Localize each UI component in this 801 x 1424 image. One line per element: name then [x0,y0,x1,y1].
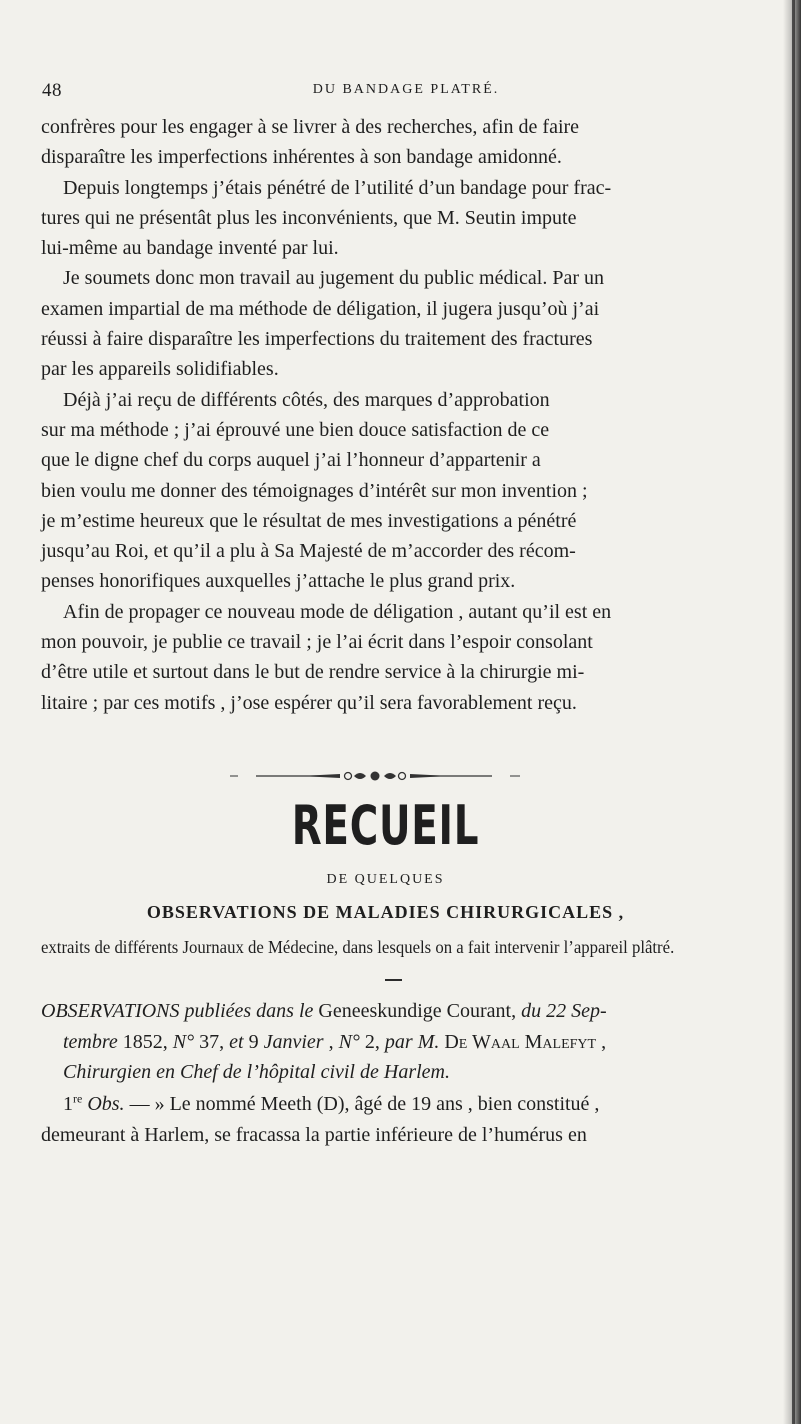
citation-text: par M. [384,1030,440,1053]
citation-text: du 22 Sep- [521,1000,607,1022]
observation-paragraph [41,1089,767,1150]
citation-text: 2, [359,1030,385,1053]
citation-block [41,996,767,1088]
text-line: Afin de propager ce nouveau mode de déligation , autant qu’il est en [63,600,612,623]
text-line: lui-même au bandage inventé par lui. [41,237,339,260]
text-line: par les appareils solidifiables. [41,358,279,381]
page-edge-line [792,0,795,1424]
section-description: extraits de différents Journaux de Médecine, dans lesquels on a fait intervenir l’appareil plâtré. [41,937,675,957]
separator-dash [385,979,402,981]
observation-line [41,1089,767,1120]
citation-text: tembre [63,1030,118,1053]
citation-text: N° [338,1030,360,1053]
section-title: RECUEIL [291,794,480,857]
citation-text: 9 [243,1030,264,1053]
ornament-divider [230,770,520,782]
text-line: sur ma méthode ; j’ai éprouvé une bien douce satisfaction de ce [41,418,550,441]
observation-ordinal: re [73,1091,83,1106]
text-line: Depuis longtemps j’étais pénétré de l’utilité d’un bandage pour frac- [63,176,612,199]
citation-line [41,996,767,1027]
section-subtitle: DE QUELQUES [326,872,445,887]
running-title: DU BANDAGE PLATRÉ. [312,82,500,97]
body-text [41,112,767,718]
text-line: d’être utile et surtout dans le but de rendre service à la chirurgie mi- [41,661,585,684]
text-line: disparaître les imperfections inhérentes à son bandage amidonné. [41,146,562,169]
text-line: bien voulu me donner des témoignages d’intérêt sur mon invention ; [41,479,588,502]
page-header [42,80,770,110]
citation-text: et [229,1030,244,1053]
citation-text: Geneeskundige Courant, [313,1000,522,1022]
text-line: litaire ; par ces motifs , j’ose espérer qu’il sera favorablement reçu. [41,691,577,714]
citation-text: , [323,1030,339,1053]
text-line: penses honorifiques auxquelles j’attache le plus grand prix. [41,570,516,593]
citation-line: Chirurgien en Chef de l’hôpital civil de Harlem. [63,1061,450,1083]
section-heading: OBSERVATIONS DE MALADIES CHIRURGICALES , [146,902,625,922]
citation-text: 1852, [117,1030,173,1053]
citation-text: De Waal Malefyt , [439,1030,607,1053]
citation-text: N° [172,1030,200,1053]
text-line: je m’estime heureux que le résultat de mes investigations a pénétré [41,509,577,532]
text-line: Déjà j’ai reçu de différents côtés, des marques d’approbation [63,388,550,411]
citation-line [41,1027,767,1058]
citation-text: 37, [199,1030,230,1053]
text-line: examen impartial de ma méthode de déligation, il jugera jusqu’où j’ai [41,297,600,320]
page-number: 48 [42,80,62,101]
citation-text: OBSERVATIONS publiées dans le [41,1000,314,1022]
citation-text: Janvier [263,1030,324,1053]
text-line: tures qui ne présentât plus les inconvénients, que M. Seutin impute [41,206,577,229]
observation-line: demeurant à Harlem, se fracassa la partie inférieure de l’humérus en [41,1123,587,1146]
text-line: mon pouvoir, je publie ce travail ; je l’ai écrit dans l’espoir consolant [41,631,593,654]
observation-text: — » Le nommé Meeth (D), âgé de 19 ans , bien constitué , [124,1093,600,1115]
text-line: que le digne chef du corps auquel j’ai l’honneur d’appartenir a [41,449,541,472]
observation-label: Obs. [82,1093,125,1115]
text-line: jusqu’au Roi, et qu’il a plu à Sa Majesté de m’accorder des récom- [41,540,576,563]
text-line: réussi à faire disparaître les imperfections du traitement des fractures [41,328,593,351]
text-line: confrères pour les engager à se livrer à des recherches, afin de faire [41,116,580,138]
observation-number: 1 [63,1093,73,1115]
text-line: Je soumets donc mon travail au jugement du public médical. Par un [63,267,604,290]
